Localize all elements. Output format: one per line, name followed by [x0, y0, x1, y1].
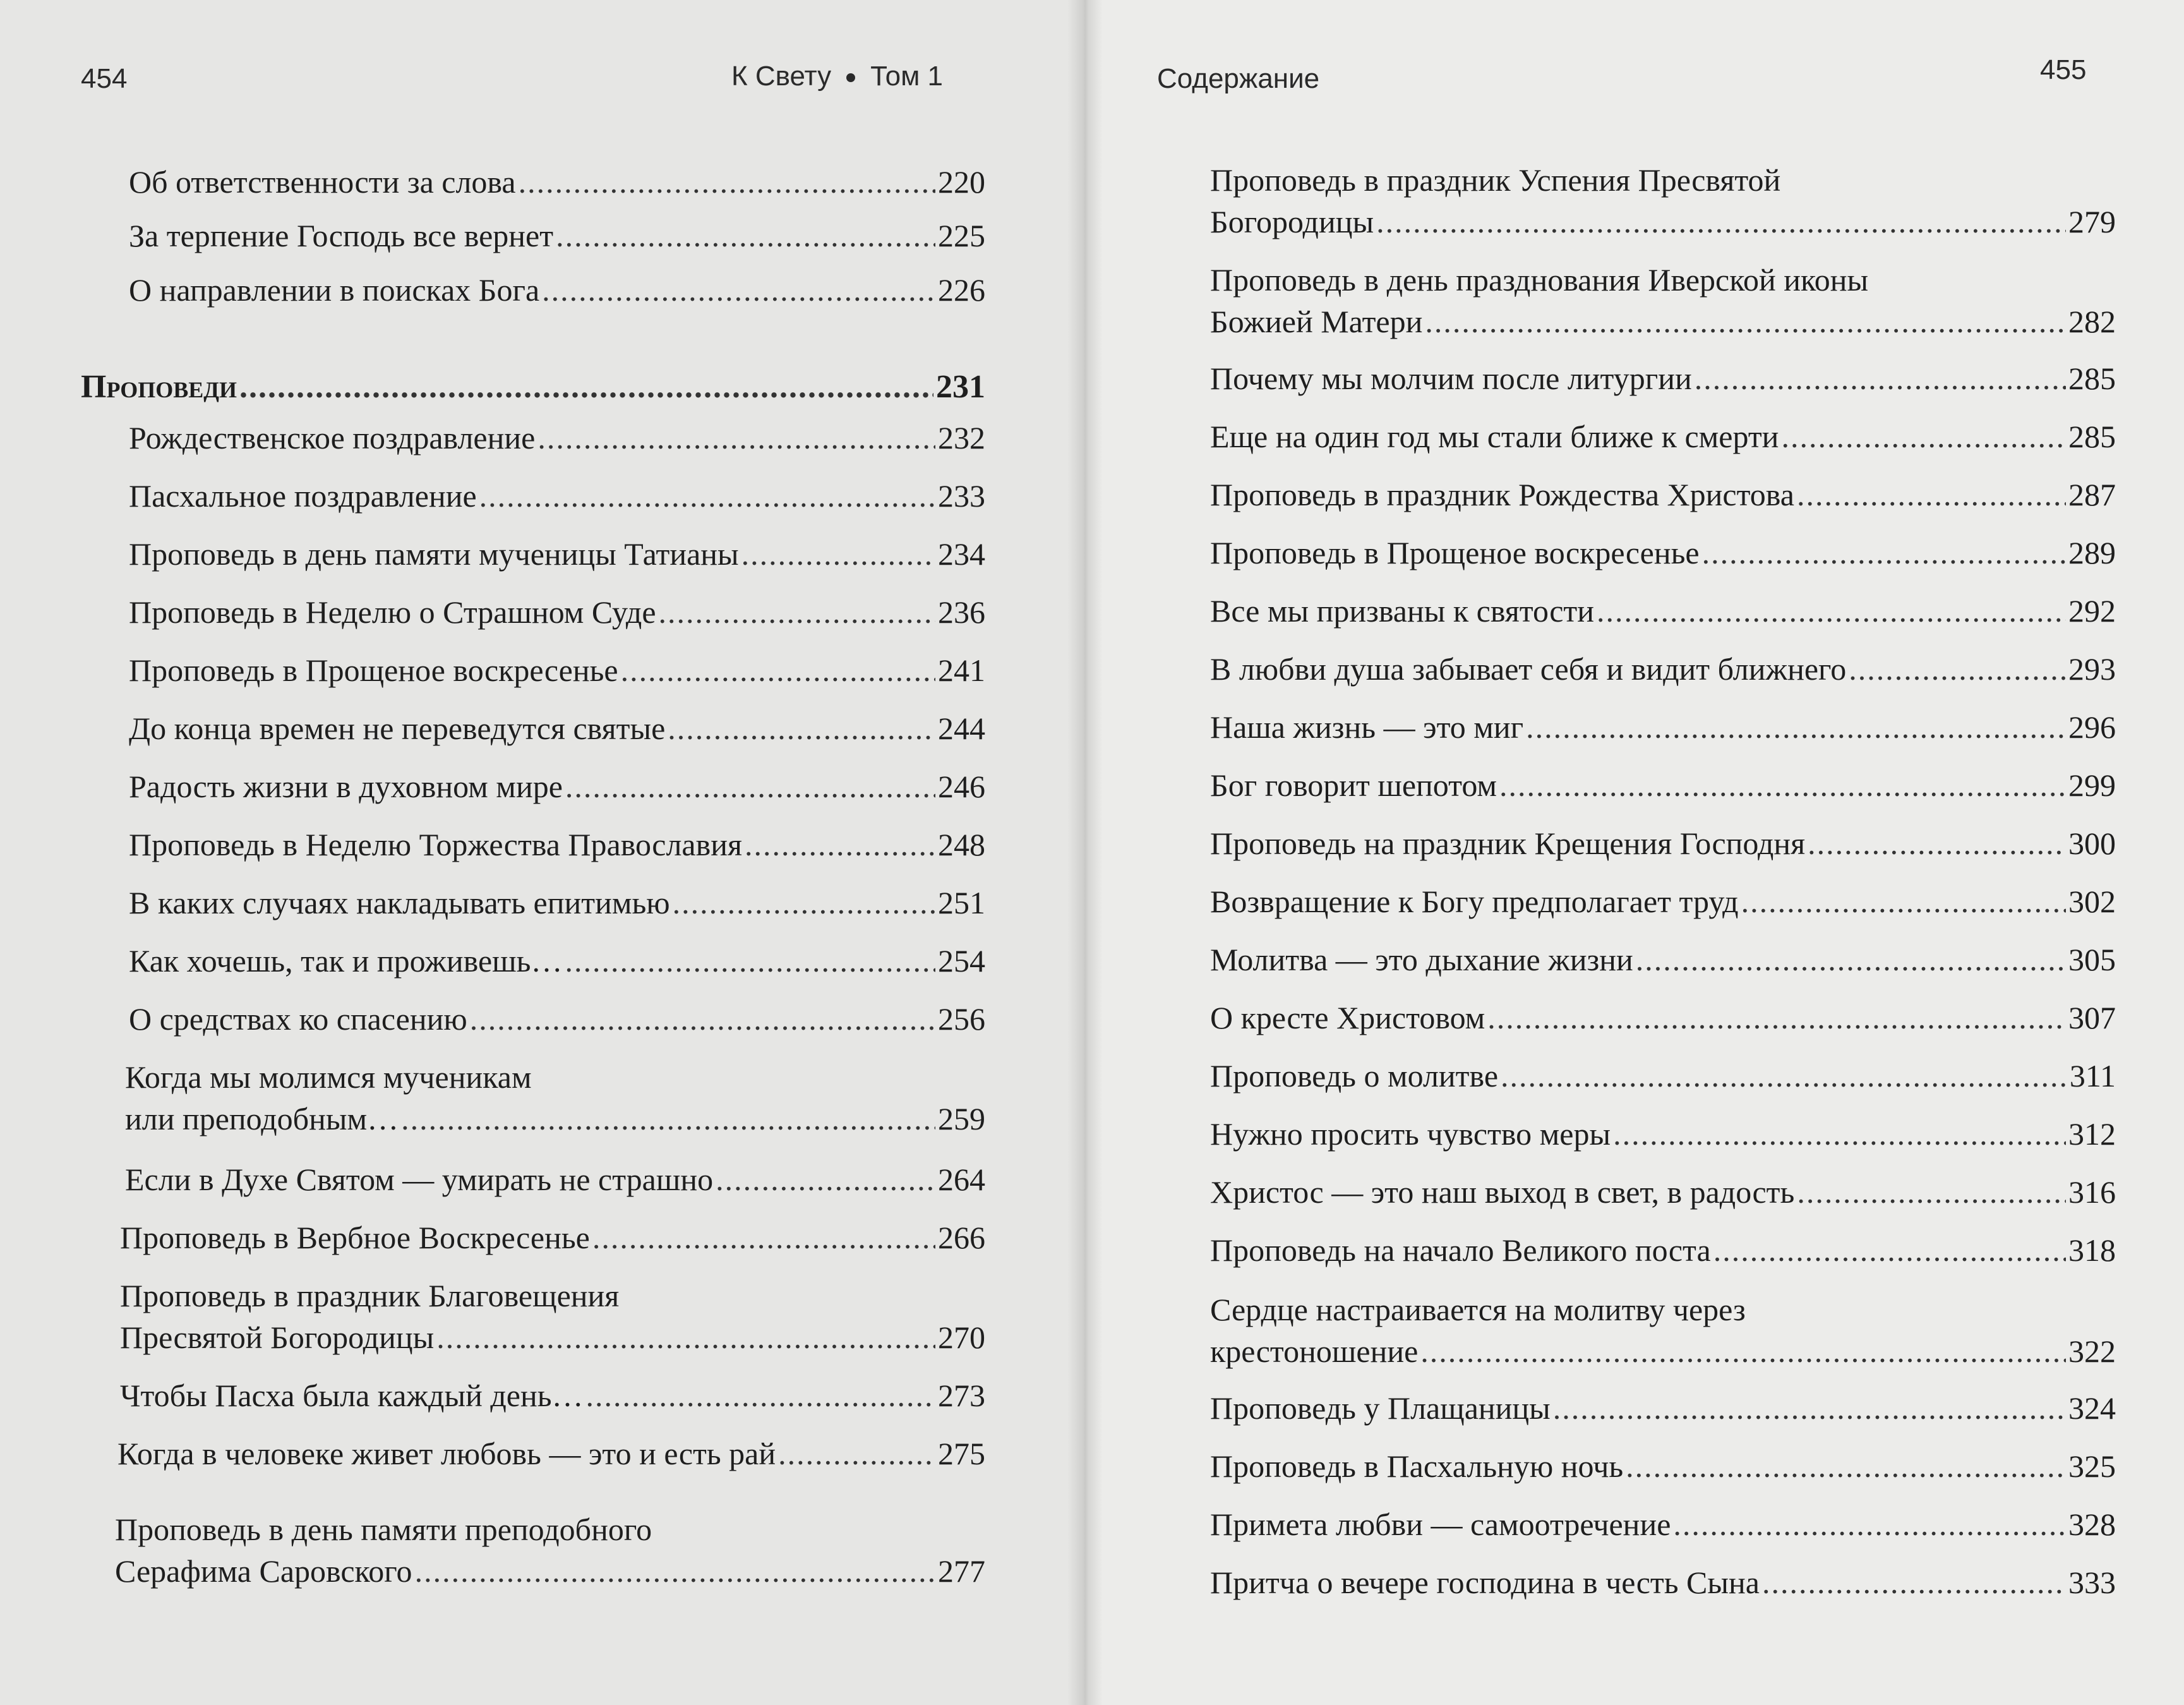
dot-leader	[1702, 532, 2066, 574]
toc-entry-row	[129, 998, 985, 1040]
toc-entry	[129, 882, 985, 924]
toc-entry	[1210, 706, 2116, 748]
toc-entry-title: Проповедь в день памяти мученицы Татианы	[129, 536, 739, 572]
toc-entry-row	[1210, 881, 2116, 922]
toc-page-number: 234	[938, 536, 985, 572]
toc-entry-row	[129, 475, 985, 517]
toc-entry-title: Еще на один год мы стали ближе к смерти	[1210, 419, 1779, 454]
toc-entry	[1210, 416, 2116, 457]
toc-entry	[1210, 358, 2116, 399]
toc-entry-row	[129, 882, 985, 924]
dot-leader	[537, 417, 935, 459]
toc-page-number: 328	[2068, 1507, 2116, 1542]
toc-page-number: 232	[938, 420, 985, 455]
toc-entry	[129, 940, 985, 982]
toc-page-number: 226	[938, 272, 985, 308]
toc-page-number: 248	[938, 827, 985, 862]
dot-leader	[1713, 1229, 2066, 1271]
dot-leader	[1849, 648, 2066, 690]
toc-entry	[125, 1056, 985, 1140]
toc-page-number: 325	[2068, 1449, 2116, 1484]
toc-entry	[129, 766, 985, 807]
dot-leader	[1376, 201, 2066, 243]
dot-leader	[1781, 416, 2066, 457]
toc-entry	[129, 708, 985, 749]
toc-entry	[129, 824, 985, 865]
page-number: 455	[2040, 54, 2087, 85]
toc-entry-row	[1210, 1055, 2116, 1097]
toc-page-number: 293	[2068, 651, 2116, 687]
dot-leader	[668, 708, 935, 749]
dot-leader	[1597, 590, 2066, 632]
toc-entry-row	[120, 1375, 985, 1416]
toc-entry	[1210, 1055, 2116, 1097]
running-head: Содержание	[1157, 63, 1320, 94]
toc-entry	[1210, 939, 2116, 980]
dot-leader	[565, 766, 935, 807]
toc-entry	[1210, 1562, 2116, 1603]
toc-entry-row	[1210, 1562, 2116, 1603]
toc-entry-row	[129, 269, 985, 311]
toc-section-heading	[81, 366, 985, 408]
toc-entry-row	[120, 1217, 985, 1258]
toc-page-number: 264	[938, 1162, 985, 1197]
toc-entry-row	[115, 1550, 985, 1592]
toc-entry	[1210, 532, 2116, 574]
toc-page-number: 305	[2068, 942, 2116, 977]
toc-entry	[129, 475, 985, 517]
toc-entry-title-line: Проповедь в день празднования Иверской иконы	[1210, 262, 1869, 298]
toc-page-number: 302	[2068, 884, 2116, 919]
dot-leader	[239, 366, 933, 408]
toc-page-number: 324	[2068, 1390, 2116, 1426]
toc-entry-title-line: Проповедь в праздник Благовещения	[120, 1278, 620, 1313]
toc-page-number: 287	[2068, 477, 2116, 512]
dot-leader	[1808, 822, 2066, 864]
toc-entry-title: О направлении в поисках Бога	[129, 272, 540, 308]
toc-entry-title: Радость жизни в духовном мире	[129, 769, 563, 804]
toc-entry-row	[1210, 590, 2116, 632]
toc-entry-row	[129, 215, 985, 256]
table-of-contents	[81, 0, 985, 1705]
toc-entry-row	[1210, 1445, 2116, 1487]
toc-entry-row	[1210, 706, 2116, 748]
toc-entry-title: Нужно просить чувство меры	[1210, 1116, 1611, 1152]
toc-entry-title: Проповедь на начало Великого поста	[1210, 1232, 1711, 1268]
toc-entry	[125, 1159, 985, 1200]
book-title: К Свету	[731, 61, 832, 92]
toc-entry-row	[117, 1433, 985, 1474]
left-page	[0, 0, 1085, 1705]
toc-entry	[115, 1509, 985, 1592]
toc-entry-title: Об ответственности за слова	[129, 164, 516, 200]
toc-entry-row	[1210, 1330, 2116, 1372]
toc-page-number: 266	[938, 1220, 985, 1255]
toc-page-number: 241	[938, 653, 985, 688]
toc-page-number: 259	[938, 1101, 985, 1136]
dot-leader	[592, 1217, 935, 1258]
toc-page-number: 233	[938, 478, 985, 514]
toc-entry-row	[1210, 939, 2116, 980]
toc-page-number: 246	[938, 769, 985, 804]
dot-leader	[1425, 301, 2066, 342]
dot-leader	[565, 940, 935, 982]
toc-entry-row	[1210, 1387, 2116, 1429]
toc-entry-row	[129, 161, 985, 203]
toc-entry-title: Молитва — это дыхание жизни	[1210, 942, 1633, 977]
toc-entry-title: О кресте Христовом	[1210, 1000, 1485, 1035]
volume-label: Том 1	[870, 61, 944, 92]
toc-page-number: 270	[938, 1320, 985, 1355]
toc-entry-title-line: Проповедь в день памяти преподобного	[115, 1512, 652, 1547]
toc-entry-title: В каких случаях накладывать епитимью	[129, 885, 670, 920]
toc-entry-title-line: Проповедь в праздник Успения Пресвятой	[1210, 162, 1781, 198]
toc-entry	[1210, 997, 2116, 1039]
dot-leader	[673, 882, 935, 924]
toc-entry-row	[1210, 301, 2116, 342]
toc-entry	[1210, 822, 2116, 864]
toc-entry	[1210, 1229, 2116, 1271]
toc-entry-row	[1210, 648, 2116, 690]
toc-entry-title: Проповедь в Вербное Воскресенье	[120, 1220, 590, 1255]
dot-leader	[1626, 1445, 2066, 1487]
toc-entry	[1210, 1503, 2116, 1545]
toc-entry-title: Почему мы молчим после литургии	[1210, 361, 1692, 396]
toc-entry-title: В любви душа забывает себя и видит ближнего	[1210, 651, 1847, 687]
toc-entry-row	[120, 1316, 985, 1358]
toc-entry	[117, 1433, 985, 1474]
toc-page-number: 316	[2068, 1174, 2116, 1210]
toc-entry-title: Рождественское поздравление	[129, 420, 536, 455]
toc-page-number: 322	[2068, 1334, 2116, 1369]
toc-page-number: 285	[2068, 361, 2116, 396]
dot-leader	[1499, 764, 2066, 806]
toc-page-number: 318	[2068, 1232, 2116, 1268]
toc-entry-row	[1210, 416, 2116, 457]
dot-leader	[1695, 358, 2066, 399]
dot-leader	[401, 1098, 935, 1140]
toc-entry-row	[1210, 1171, 2116, 1213]
toc-entry	[1210, 1387, 2116, 1429]
dot-leader	[621, 649, 935, 691]
dot-leader	[1673, 1503, 2066, 1545]
toc-page-number: 299	[2068, 768, 2116, 803]
dot-leader	[716, 1159, 935, 1200]
toc-page-number: 307	[2068, 1000, 2116, 1035]
toc-page-number: 296	[2068, 709, 2116, 745]
toc-entry-row	[129, 824, 985, 865]
dot-leader	[1501, 1055, 2067, 1097]
toc-entry-title: Проповедь в Пасхальную ночь	[1210, 1449, 1624, 1484]
toc-entry-row	[129, 591, 985, 633]
toc-entry	[1210, 881, 2116, 922]
toc-page-number: 311	[2069, 1058, 2116, 1093]
dot-leader	[1553, 1387, 2066, 1429]
toc-entry	[1210, 1113, 2116, 1155]
toc-entry	[129, 533, 985, 575]
toc-entry-title-line: Когда мы молимся мученикам	[125, 1059, 532, 1095]
toc-entry-title: Серафима Саровского	[115, 1553, 412, 1589]
toc-entry	[120, 1217, 985, 1258]
dot-leader	[1741, 881, 2066, 922]
toc-entry-title: или преподобным…	[125, 1101, 399, 1136]
toc-entry-row	[1210, 532, 2116, 574]
toc-entry	[129, 161, 985, 203]
dot-leader	[659, 591, 935, 633]
dot-leader	[479, 475, 935, 517]
dot-leader	[556, 215, 935, 256]
toc-page-number: 225	[938, 218, 985, 253]
dot-leader	[1762, 1562, 2066, 1603]
toc-entry	[1210, 648, 2116, 690]
toc-entry	[120, 1275, 985, 1358]
dot-leader	[1526, 706, 2066, 748]
toc-page-number: 300	[2068, 826, 2116, 861]
toc-entry-row	[1210, 997, 2116, 1039]
toc-entry-row	[129, 533, 985, 575]
toc-entry	[1210, 1445, 2116, 1487]
toc-entry-title: Пасхальное поздравление	[129, 478, 477, 514]
toc-page-number: 273	[938, 1378, 985, 1413]
toc-entry-title: До конца времен не переведутся святые	[129, 711, 666, 746]
toc-entry	[129, 417, 985, 459]
toc-page-number: 292	[2068, 593, 2116, 629]
toc-page-number: 244	[938, 711, 985, 746]
toc-entry	[129, 998, 985, 1040]
toc-entry-title: Бог говорит шепотом	[1210, 768, 1497, 803]
toc-entry-title: крестоношение	[1210, 1334, 1419, 1369]
toc-entry-row	[1210, 1113, 2116, 1155]
toc-entry-title: Притча о вечере господина в честь Сына	[1210, 1565, 1760, 1600]
toc-entry-title: Проповедь в праздник Рождества Христова	[1210, 477, 1794, 512]
toc-entry-title: Наша жизнь — это миг	[1210, 709, 1524, 745]
toc-entry-title: Проповедь в Неделю Торжества Православия	[129, 827, 742, 862]
right-page	[1085, 0, 2184, 1705]
toc-entry	[1210, 474, 2116, 515]
dot-leader	[1420, 1330, 2066, 1372]
toc-entry	[1210, 159, 2116, 243]
dot-leader	[470, 998, 935, 1040]
dot-leader	[1797, 474, 2066, 515]
toc-entry-row	[129, 708, 985, 749]
toc-entry	[1210, 1171, 2116, 1213]
toc-entry-title: Проповедь на праздник Крещения Господня	[1210, 826, 1806, 861]
toc-entry-title: Проповедь о молитве	[1210, 1058, 1499, 1093]
toc-page-number: 256	[938, 1001, 985, 1037]
toc-entry-row	[129, 649, 985, 691]
toc-page-number: 275	[938, 1436, 985, 1471]
toc-entry-row	[1210, 1503, 2116, 1545]
toc-entry-title: Примета любви — самоотречение	[1210, 1507, 1671, 1542]
dot-leader	[1636, 939, 2066, 980]
toc-entry-title: Проповеди	[81, 369, 237, 405]
toc-entry	[120, 1375, 985, 1416]
toc-entry-row	[1210, 358, 2116, 399]
toc-page-number: 231	[936, 369, 985, 405]
toc-entry-title: Все мы призваны к святости	[1210, 593, 1595, 629]
toc-entry	[1210, 259, 2116, 342]
toc-entry	[129, 269, 985, 311]
toc-entry-title: Проповедь в Прощеное воскресенье	[129, 653, 618, 688]
toc-entry	[129, 649, 985, 691]
dot-leader	[741, 533, 935, 575]
toc-entry	[1210, 764, 2116, 806]
toc-entry-title-line: Сердце настраивается на молитву через	[1210, 1292, 1746, 1327]
toc-page-number: 289	[2068, 535, 2116, 570]
toc-entry-title: Пресвятой Богородицы	[120, 1320, 435, 1355]
toc-entry-row	[1210, 201, 2116, 243]
toc-entry-title: Когда в человеке живет любовь — это и есть рай	[117, 1436, 776, 1471]
toc-page-number: 236	[938, 594, 985, 630]
toc-page-number: 277	[938, 1553, 985, 1589]
toc-entry-title: Божией Матери	[1210, 304, 1423, 339]
toc-entry	[1210, 590, 2116, 632]
toc-page-number: 285	[2068, 419, 2116, 454]
toc-entry-row	[81, 366, 985, 408]
toc-entry	[129, 591, 985, 633]
dot-leader	[542, 269, 935, 311]
toc-entry-title: Проповедь у Плащаницы	[1210, 1390, 1551, 1426]
dot-leader	[1613, 1113, 2066, 1155]
toc-page-number: 279	[2068, 204, 2116, 239]
toc-entry-row	[125, 1098, 985, 1140]
table-of-contents	[1210, 0, 2116, 1705]
toc-entry	[129, 215, 985, 256]
toc-entry-row	[1210, 1229, 2116, 1271]
dot-leader	[415, 1550, 935, 1592]
toc-page-number: 254	[938, 943, 985, 979]
toc-page-number: 251	[938, 885, 985, 920]
toc-entry-title: Проповедь в Неделю о Страшном Суде	[129, 594, 656, 630]
toc-page-number: 220	[938, 164, 985, 200]
page-number: 454	[81, 63, 128, 94]
dot-leader	[519, 161, 935, 203]
toc-entry-row	[1210, 474, 2116, 515]
dot-leader	[778, 1433, 935, 1474]
toc-entry-row	[129, 417, 985, 459]
toc-entry-title: Проповедь в Прощеное воскресенье	[1210, 535, 1700, 570]
dot-leader	[586, 1375, 935, 1416]
toc-entry-title: Чтобы Пасха была каждый день…	[120, 1378, 584, 1413]
page-gutter	[1067, 0, 1103, 1705]
dot-leader	[1487, 997, 2066, 1039]
toc-entry-row	[1210, 822, 2116, 864]
toc-entry-title: Богородицы	[1210, 204, 1374, 239]
toc-entry-row	[125, 1159, 985, 1200]
toc-entry-title: Как хочешь, так и проживешь…	[129, 943, 563, 979]
dot-leader	[1797, 1171, 2066, 1213]
toc-entry-title: Христос — это наш выход в свет, в радость	[1210, 1174, 1795, 1210]
toc-entry-row	[1210, 764, 2116, 806]
toc-entry-title: За терпение Господь все вернет	[129, 218, 554, 253]
toc-entry-row	[129, 766, 985, 807]
dot-leader	[436, 1316, 935, 1358]
toc-entry-title: О средствах ко спасению	[129, 1001, 467, 1037]
toc-entry-title: Если в Духе Святом — умирать не страшно	[125, 1162, 714, 1197]
toc-page-number: 282	[2068, 304, 2116, 339]
toc-entry-row	[129, 940, 985, 982]
toc-page-number: 312	[2068, 1116, 2116, 1152]
toc-entry-title: Возвращение к Богу предполагает труд	[1210, 884, 1739, 919]
dot-leader	[745, 824, 935, 865]
toc-entry	[1210, 1289, 2116, 1372]
toc-page-number: 333	[2068, 1565, 2116, 1600]
